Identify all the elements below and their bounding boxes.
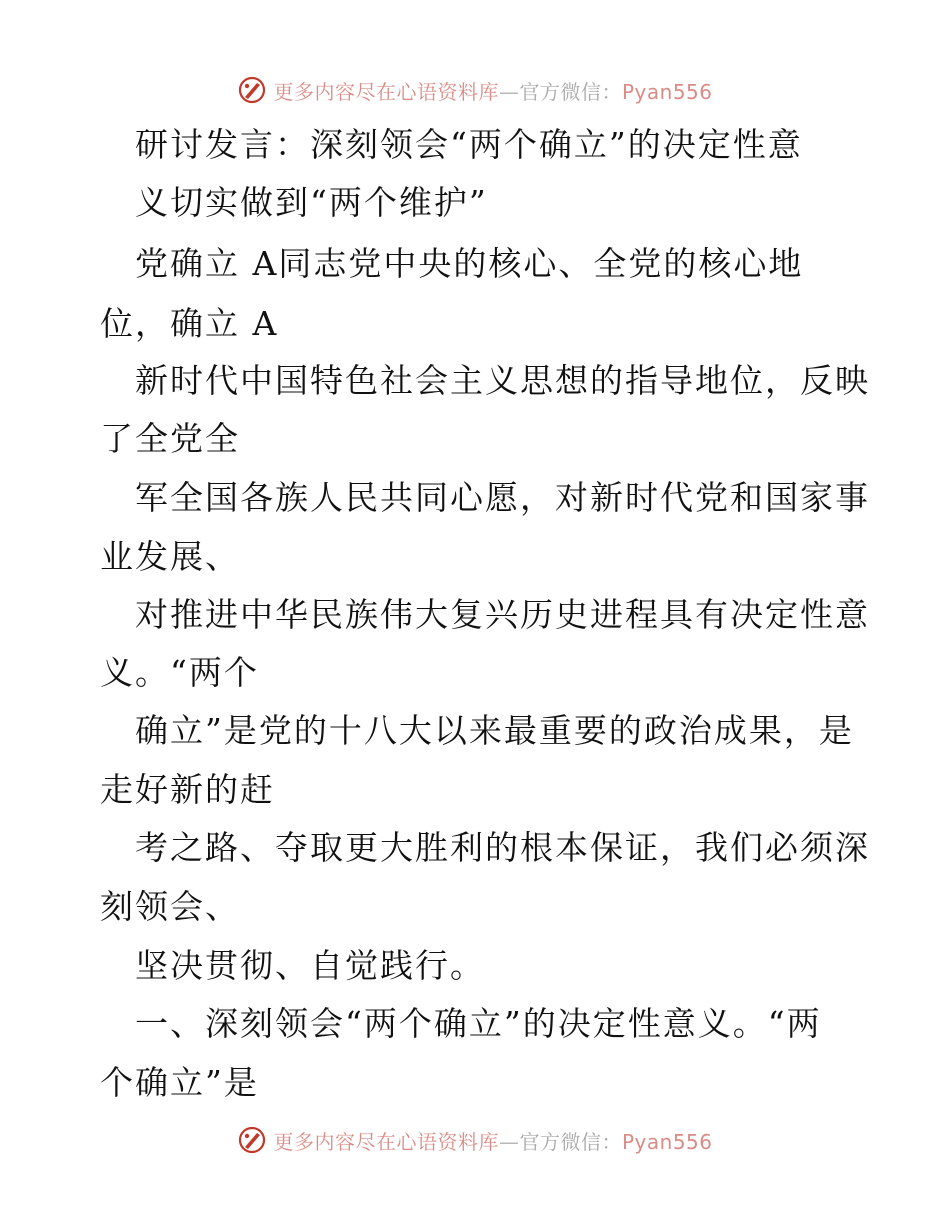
watermark-group xyxy=(237,75,712,105)
watermark-separator: — xyxy=(498,1129,520,1154)
text-line: 义切实做到“两个维护” xyxy=(135,183,488,222)
watermark-wechat-label: 官方微信： xyxy=(519,1129,622,1154)
watermark-wechat-id: Pyan556 xyxy=(621,79,713,104)
text-line: 新时代中国特色社会主义思想的指导地位，反映 xyxy=(135,361,870,400)
text-line: 研讨发言：深刻领会“两个确立”的决定性意 xyxy=(135,125,803,164)
watermark-separator: — xyxy=(498,79,520,104)
watermark-text xyxy=(273,1126,712,1155)
text-line: 确立”是党的十八大以来最重要的政治成果，是 xyxy=(135,711,854,750)
text-line: 义。“两个 xyxy=(100,653,259,692)
text-line: 个确立”是 xyxy=(100,1063,259,1102)
text-line: 一、深刻领会“两个确立”的决定性意义。“两 xyxy=(135,1004,822,1043)
footer-watermark xyxy=(0,1120,950,1160)
quill-seal-icon xyxy=(237,1125,267,1155)
watermark-main: 更多内容尽在心语资料库 xyxy=(273,1129,499,1154)
text-line: 走好新的赶 xyxy=(100,770,275,809)
text-line: 党确立 A同志党中央的核心、全党的核心地 xyxy=(135,244,804,283)
text-line: 对推进中华民族伟大复兴历史进程具有决定性意 xyxy=(135,595,870,634)
text-line: 坚决贯彻、自觉践行。 xyxy=(135,946,485,985)
text-line: 军全国各族人民共同心愿，对新时代党和国家事 xyxy=(135,478,870,517)
watermark-group xyxy=(237,1125,712,1155)
watermark-main: 更多内容尽在心语资料库 xyxy=(273,79,499,104)
text-line: 考之路、夺取更大胜利的根本保证，我们必须深 xyxy=(135,828,870,867)
quill-seal-icon xyxy=(237,75,267,105)
text-line: 业发展、 xyxy=(100,537,240,576)
watermark-wechat-id: Pyan556 xyxy=(621,1129,713,1154)
text-line: 位，确立 A xyxy=(100,304,279,343)
text-line: 刻领会、 xyxy=(100,887,240,926)
header-watermark xyxy=(0,70,950,110)
text-line: 了全党全 xyxy=(100,419,240,458)
watermark-text xyxy=(273,76,712,105)
watermark-wechat-label: 官方微信： xyxy=(519,79,622,104)
